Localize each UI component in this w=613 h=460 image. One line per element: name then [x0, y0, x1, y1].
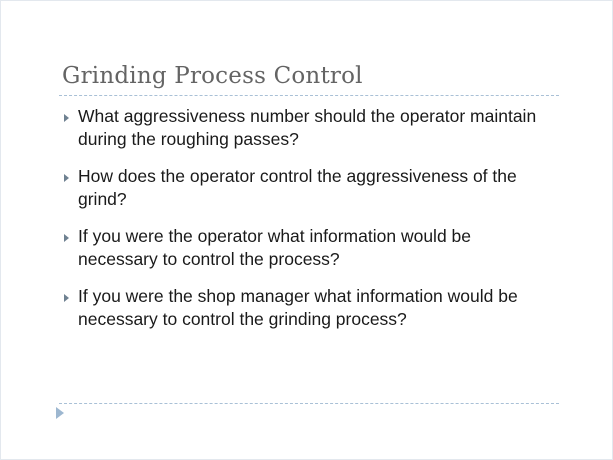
footer-divider	[59, 403, 559, 404]
title-divider	[59, 95, 559, 96]
triangle-bullet-icon	[64, 114, 69, 122]
next-slide-triangle-icon[interactable]	[56, 407, 64, 419]
triangle-bullet-icon	[64, 174, 69, 182]
triangle-bullet-icon	[64, 294, 69, 302]
bullet-text: If you were the shop manager what information would be necessary to control the grinding process?	[78, 286, 518, 329]
bullet-list	[64, 105, 554, 345]
bullet-text: How does the operator control the aggressiveness of the grind?	[78, 166, 517, 209]
bullet-item	[64, 165, 554, 211]
triangle-bullet-icon	[64, 234, 69, 242]
slide-title: Grinding Process Control	[62, 63, 363, 89]
bullet-item	[64, 105, 554, 151]
bullet-item	[64, 285, 554, 331]
bullet-text: If you were the operator what information would be necessary to control the process?	[78, 226, 471, 269]
bullet-text: What aggressiveness number should the operator maintain during the roughing passes?	[78, 106, 537, 149]
bullet-item	[64, 225, 554, 271]
